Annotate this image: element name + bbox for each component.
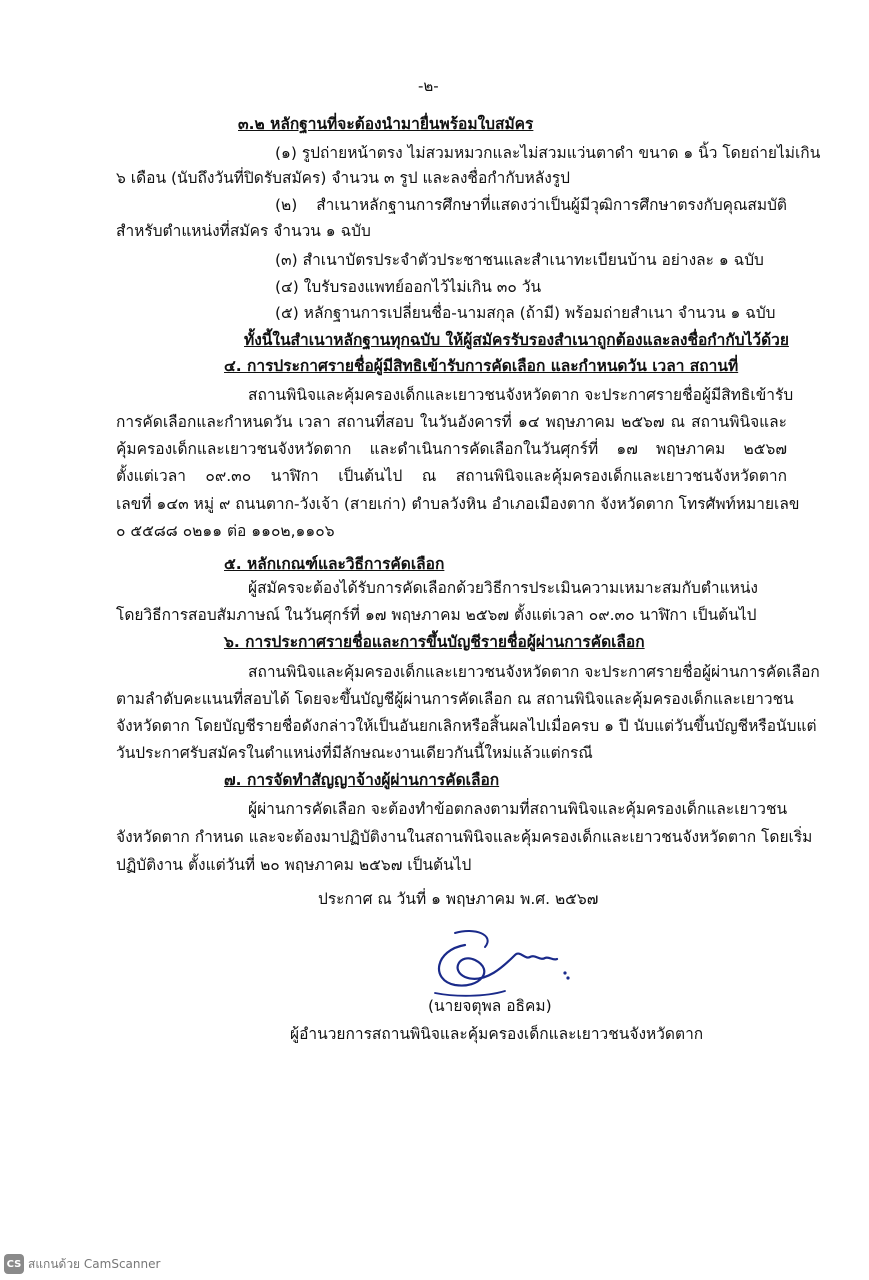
s6-line4: วันประกาศรับสมัครในตำแหน่งที่มีลักษณะงานเดียวกันนี้ใหม่แล้วแต่กรณี bbox=[116, 744, 593, 762]
s32-item1-line2: ๖ เดือน (นับถึงวันที่ปิดรับสมัคร) จำนวน ๓ รูป และลงชื่อกำกับหลังรูป bbox=[116, 169, 571, 187]
camscanner-watermark bbox=[4, 1254, 160, 1274]
s4-line6: ๐ ๕๕๘๘ ๐๒๑๑ ต่อ ๑๑๐๒,๑๑๐๖ bbox=[116, 522, 335, 540]
s6-line1: สถานพินิจและคุ้มครองเด็กและเยาวชนจังหวัดตาก จะประกาศรายชื่อผู้ผ่านการคัดเลือก bbox=[248, 663, 820, 681]
s7-line1: ผู้ผ่านการคัดเลือก จะต้องทำข้อตกลงตามที่สถานพินิจและคุ้มครองเด็กและเยาวชน bbox=[248, 800, 788, 818]
section-5-heading: ๕. หลักเกณฑ์และวิธีการคัดเลือก bbox=[224, 555, 445, 573]
camscanner-label: สแกนด้วย CamScanner bbox=[28, 1256, 161, 1271]
s32-item5: (๕) หลักฐานการเปลี่ยนชื่อ-นามสกุล (ถ้ามี) พร้อมถ่ายสำเนา จำนวน ๑ ฉบับ bbox=[275, 304, 776, 322]
s32-note: ทั้งนี้ในสำเนาหลักฐานทุกฉบับ ให้ผู้สมัครรับรองสำเนาถูกต้องและลงชื่อกำกับไว้ด้วย bbox=[244, 331, 789, 349]
s4-line1: สถานพินิจและคุ้มครองเด็กและเยาวชนจังหวัดตาก จะประกาศรายชื่อผู้มีสิทธิเข้ารับ bbox=[248, 386, 794, 404]
s32-item2-line2: สำหรับตำแหน่งที่สมัคร จำนวน ๑ ฉบับ bbox=[116, 222, 371, 240]
section-6-heading: ๖. การประกาศรายชื่อและการขึ้นบัญชีรายชื่อผู้ผ่านการคัดเลือก bbox=[224, 633, 645, 651]
s32-item2-line1: (๒) สำเนาหลักฐานการศึกษาที่แสดงว่าเป็นผู้มีวุฒิการศึกษาตรงกับคุณสมบัติ bbox=[275, 196, 787, 214]
s32-item3: (๓) สำเนาบัตรประจำตัวประชาชนและสำเนาทะเบียนบ้าน อย่างละ ๑ ฉบับ bbox=[275, 251, 764, 269]
s6-line3: จังหวัดตาก โดยบัญชีรายชื่อดังกล่าวให้เป็นอันยกเลิกหรือสิ้นผลไปเมื่อครบ ๑ ปี นับแต่วันขึ้นบัญชีหรือนับแต่ bbox=[116, 717, 817, 735]
s7-line2: จังหวัดตาก กำหนด และจะต้องมาปฏิบัติงานในสถานพินิจและคุ้มครองเด็กและเยาวชนจังหวัดตาก โดยเริ่ม bbox=[116, 828, 813, 846]
section-7-heading: ๗. การจัดทำสัญญาจ้างผู้ผ่านการคัดเลือก bbox=[224, 771, 500, 789]
s32-item1-line1: (๑) รูปถ่ายหน้าตรง ไม่สวมหมวกและไม่สวมแว่นตาดำ ขนาด ๑ นิ้ว โดยถ่ายไม่เกิน bbox=[275, 144, 821, 162]
s4-line3: คุ้มครองเด็กและเยาวชนจังหวัดตาก และดำเนินการคัดเลือกในวันศุกร์ที่ ๑๗ พฤษภาคม ๒๕๖๗ bbox=[116, 440, 787, 458]
section-4-heading: ๔. การประกาศรายชื่อผู้มีสิทธิเข้ารับการคัดเลือก และกำหนดวัน เวลา สถานที่ bbox=[224, 357, 739, 375]
s4-line5: เลขที่ ๑๔๓ หมู่ ๙ ถนนตาก-วังเจ้า (สายเก่า) ตำบลวังหิน อำเภอเมืองตาก จังหวัดตาก โทรศัพท์หมายเลข bbox=[116, 495, 800, 513]
camscanner-logo-icon: CS bbox=[4, 1254, 24, 1274]
s5-line2: โดยวิธีการสอบสัมภาษณ์ ในวันศุกร์ที่ ๑๗ พฤษภาคม ๒๕๖๗ ตั้งแต่เวลา ๐๙.๓๐ นาฬิกา เป็นต้นไป bbox=[116, 606, 757, 624]
signer-name: (นายจตุพล อธิคม) bbox=[428, 997, 552, 1015]
section-3-2-heading: ๓.๒ หลักฐานที่จะต้องนำมายื่นพร้อมใบสมัคร bbox=[238, 115, 534, 133]
s4-line2: การคัดเลือกและกำหนดวัน เวลา สถานที่สอบ ในวันอังคารที่ ๑๔ พฤษภาคม ๒๕๖๗ ณ สถานพินิจและ bbox=[116, 413, 787, 431]
s7-line3: ปฏิบัติงาน ตั้งแต่วันที่ ๒๐ พฤษภาคม ๒๕๖๗ เป็นต้นไป bbox=[116, 856, 472, 874]
s32-item4: (๔) ใบรับรองแพทย์ออกไว้ไม่เกิน ๓๐ วัน bbox=[275, 278, 542, 296]
signer-title: ผู้อำนวยการสถานพินิจและคุ้มครองเด็กและเยาวชนจังหวัดตาก bbox=[290, 1025, 704, 1043]
handwritten-signature bbox=[425, 925, 575, 1005]
page-number: -๒- bbox=[418, 77, 439, 95]
announcement-date: ประกาศ ณ วันที่ ๑ พฤษภาคม พ.ศ. ๒๕๖๗ bbox=[318, 890, 599, 908]
s5-line1: ผู้สมัครจะต้องได้รับการคัดเลือกด้วยวิธีการประเมินความเหมาะสมกับตำแหน่ง bbox=[248, 579, 758, 597]
s4-line4: ตั้งแต่เวลา ๐๙.๓๐ นาฬิกา เป็นต้นไป ณ สถานพินิจและคุ้มครองเด็กและเยาวชนจังหวัดตาก bbox=[116, 467, 787, 485]
s6-line2: ตามลำดับคะแนนที่สอบได้ โดยจะขึ้นบัญชีผู้ผ่านการคัดเลือก ณ สถานพินิจและคุ้มครองเด็กและเยาวชน bbox=[116, 690, 794, 708]
